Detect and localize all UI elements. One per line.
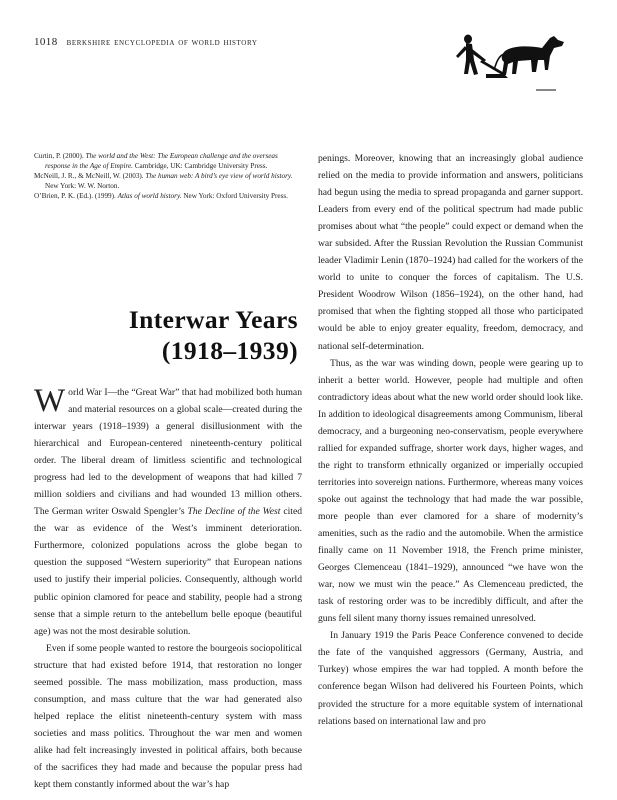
article-title-line1: Interwar Years	[128, 304, 298, 334]
reference-entry: Curtin, P. (2000). The world and the West: The European challenge and the overseas response in the Age of Empire. Cambridge, UK: Cambridge University Press.	[34, 152, 278, 170]
article-body-left	[34, 384, 302, 793]
right-column	[318, 150, 583, 730]
paragraph-2-continued: penings. Moreover, knowing that an increasingly global audience relied on the media to provide information and answers, politicians had begun using the media to spread propaganda and garner support. Leaders from every end of the political spectrum had made public promises about what “the people” could expect or demand when the war subsided. After the Russian Revolution the Russian Communist leader Vladimir Lenin (1870–1924) had called for the workers of the world to unite to conquer the forces of capitalism. The U.S. President Woodrow Wilson (1856–1924), on the other hand, had promised that when the fighting stopped all those who participated would be able to enjoy greater equality, freedom, democracy, and national self-determination.	[318, 153, 583, 352]
paragraph-1: World War I—the “Great War” that had mobilized both human and material resources on a global scale—created during the interwar years (1918–1939) a general disillusionment with the hierarchical and European-centered nineteenth-century political order. The liberal dream of limitless scientific and technological progress had led to the development of weapons that had killed 7 million soldiers and civilians and had wounded 13 million others. The German writer Oswald Spengler’s The Decline of the West cited the war as evidence of the West’s imminent deterioration. Furthermore, colonized populations across the globe began to question the supposed “Western superiority” that European nations used to justify their imperial policies. Consequently, although world public opinion clamored for peace and stability, people had a strong sense that a simple return to the antebellum belle epoque (beautiful age) was not the most desirable solution.	[34, 382, 302, 637]
running-header	[34, 36, 257, 48]
reference-entry: McNeill, J. R., & McNeill, W. (2003). The human web: A bird’s eye view of world history. New York: W. W. Norton.	[34, 172, 293, 190]
article-body-right	[318, 150, 583, 730]
further-reading-list	[34, 152, 302, 202]
plowman-with-ox-icon	[446, 30, 568, 102]
running-title: berkshire encyclopedia of world history	[66, 37, 258, 48]
reference-entry: O’Brien, P. K. (Ed.). (1999). Atlas of world history. New York: Oxford University Press.	[34, 192, 288, 201]
left-column	[34, 152, 302, 793]
page-number: 1018	[34, 36, 58, 48]
drop-cap: W	[34, 382, 66, 419]
paragraph-4: In January 1919 the Paris Peace Conference convened to decide the fate of the vanquished aggressors (Germany, Austria, and Turkey) whose empires the war had toppled. A month before the conference began Wilson had delivered his Fourteen Points, which provided the structure for a more equitable system of international relations based on international law and pro	[318, 630, 583, 727]
paragraph-3: Thus, as the war was winding down, people were gearing up to inherit a better world. However, people had multiple and often contradictory ideas about what the new world order should look like. In addition to ideological disagreements among Communism, liberal democracy, and a burgeoning neo-conservatism, people everywhere rallied for expanded suffrage, shorter work days, higher wages, and the right to transform ethnically organized or imperially occupied territories into sovereign nations. Furthermore, whereas many voices spoke out against the technology that had made the war possible, more people than ever clamored for a share of modernity’s amenities, such as the radio and the automobile. When the armistice finally came on 11 November 1918, the French prime minister, Georges Clemenceau (1841–1929), announced “we have won the war, now we must win the peace.” As Clemenceau predicted, the task of restoring order was to be incredibly difficult, and after the guns fell silent many thorny issues remained unresolved.	[318, 357, 583, 625]
article-title-line2: (1918–1939)	[161, 335, 298, 365]
paragraph-2: Even if some people wanted to restore the bourgeois sociopolitical structure that had existed before 1914, that restoration no longer seemed possible. The mass mobilization, mass production, mass consumption, and mass culture that the war had generated also helped replace the elitist nineteenth-century system with mass societies and mass politics. Throughout the war men and women alike had felt increasingly invested in political affairs, both because of the sacrifices they had made and because the popular press had kept them constantly informed about the war’s hap	[34, 642, 302, 791]
article-title	[34, 304, 298, 366]
